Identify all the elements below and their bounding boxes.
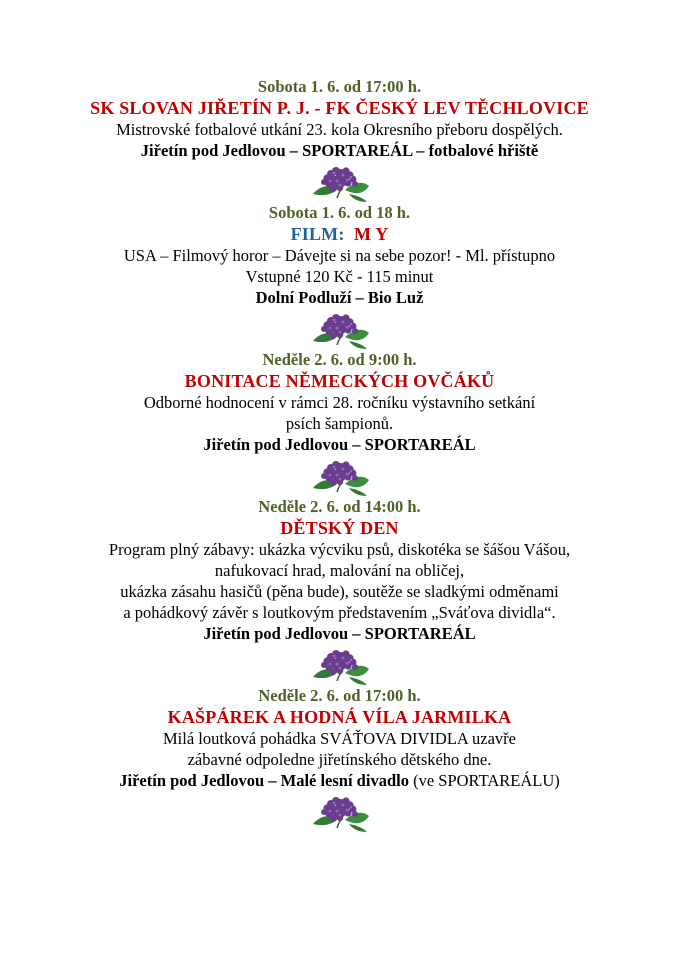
event-description: zábavné odpoledne jiřetínského dětského dne.	[187, 750, 492, 769]
event-date: Neděle 2. 6. od 9:00 h.	[262, 350, 417, 369]
event-2	[0, 202, 679, 349]
event-1	[0, 76, 679, 202]
program-page	[0, 76, 679, 832]
event-place	[0, 770, 679, 791]
lilac-flower-icon	[309, 647, 371, 685]
lilac-flower-icon	[309, 794, 371, 832]
event-title: BONITACE NĚMECKÝCH OVČÁKŮ	[184, 371, 495, 391]
event-description: Milá loutková pohádka SVÁŤOVA DIVIDLA uzavře	[162, 729, 516, 748]
event-place: Jiřetín pod Jedlovou – SPORTAREÁL – fotbalové hřiště	[140, 141, 539, 160]
event-place: Dolní Podluží – Bio Luž	[255, 288, 424, 307]
event-description: Program plný zábavy: ukázka výcviku psů, diskotéka se šášou Vášou,	[108, 540, 571, 559]
event-description: Odborné hodnocení v rámci 28. ročníku výstavního setkání	[143, 393, 536, 412]
event-title: KAŠPÁREK A HODNÁ VÍLA JARMILKA	[167, 707, 512, 727]
event-title-name: M Y	[353, 224, 389, 244]
event-description: psích šampionů.	[285, 414, 394, 433]
event-date: Neděle 2. 6. od 14:00 h.	[258, 497, 421, 516]
event-title: DĚTSKÝ DEN	[280, 518, 399, 538]
event-date: Sobota 1. 6. od 18 h.	[268, 203, 411, 222]
event-description: USA – Filmový horor – Dávejte si na sebe pozor! - Ml. přístupno	[123, 246, 556, 265]
lilac-flower-icon	[309, 458, 371, 496]
event-description: a pohádkový závěr s loutkovým představením „Sváťova dividla“.	[123, 603, 556, 622]
event-place-suffix: (ve SPORTAREÁLU)	[408, 771, 560, 790]
lilac-flower-icon	[309, 311, 371, 349]
event-description: Mistrovské fotbalové utkání 23. kola Okresního přeboru dospělých.	[116, 120, 563, 139]
lilac-flower-icon	[309, 164, 371, 202]
event-title: SK SLOVAN JIŘETÍN P. J. - FK ČESKÝ LEV TĚCHLOVICE	[90, 98, 589, 118]
event-4	[0, 496, 679, 685]
event-place-name: Jiřetín pod Jedlovou – Malé lesní divadlo	[119, 771, 409, 790]
event-place: Jiřetín pod Jedlovou – SPORTAREÁL	[203, 624, 476, 643]
event-5	[0, 685, 679, 832]
event-place: Jiřetín pod Jedlovou – SPORTAREÁL	[203, 435, 476, 454]
event-3	[0, 349, 679, 496]
event-description: Vstupné 120 Kč - 115 minut	[245, 267, 434, 286]
event-title	[0, 223, 679, 245]
event-description: ukázka zásahu hasičů (pěna bude), soutěže se sladkými odměnami	[120, 582, 559, 601]
event-date: Neděle 2. 6. od 17:00 h.	[258, 686, 421, 705]
event-description: nafukovací hrad, malování na obličej,	[214, 561, 465, 580]
event-date: Sobota 1. 6. od 17:00 h.	[257, 77, 422, 96]
event-title-prefix: FILM:	[290, 224, 345, 244]
